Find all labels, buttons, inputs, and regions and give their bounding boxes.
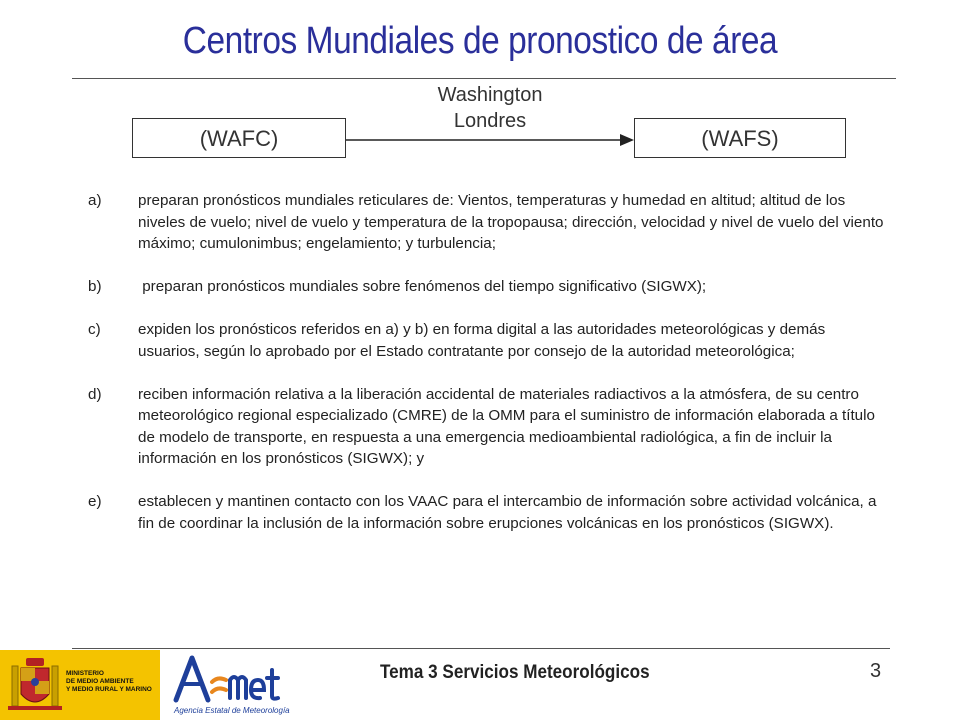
item-text: reciben información relativa a la liberación accidental de materiales radiactivos a la atmósfera, de su centro meteorológico regional especializado (CMRE) de la OMM para el suministro de información elaborada a título de modelo de transporte, en respuesta a una emergencia medioambiental radiológica, a fin de incluir la información en los pronósticos (SIGWX); y xyxy=(138,385,875,467)
wafc-box: (WAFC) xyxy=(132,118,346,158)
list-item-b xyxy=(88,276,888,298)
item-marker: a) xyxy=(88,192,102,209)
aemet-logo-mark xyxy=(172,652,282,706)
page-number: 3 xyxy=(870,660,882,682)
item-marker: b) xyxy=(88,278,102,295)
list-item-c xyxy=(88,319,888,362)
aemet-subtitle: Agencia Estatal de Meteorología xyxy=(174,706,290,715)
connector-arrow xyxy=(346,128,636,152)
item-marker: d) xyxy=(88,385,102,403)
bottom-divider xyxy=(72,648,890,649)
item-marker: c) xyxy=(88,321,101,338)
item-text: establecen y mantinen contacto con los VAAC para el intercambio de información sobre actividad volcánica, a fin de coordinar la inclusión de la información sobre erupciones volcánicas en los pronósticos (SIGWX). xyxy=(138,493,877,532)
slide-title: Centros Mundiales de pronostico de área xyxy=(182,20,778,62)
ministry-logo xyxy=(0,650,160,720)
list-item-d xyxy=(88,384,888,470)
aemet-logo xyxy=(168,652,358,718)
center-labels xyxy=(360,82,620,134)
wafs-box: (WAFS) xyxy=(634,118,846,158)
functions-list xyxy=(88,190,888,556)
list-item-e xyxy=(88,491,888,534)
list-item-a xyxy=(88,190,888,255)
arrow-head xyxy=(620,134,634,146)
top-divider xyxy=(72,78,896,79)
coat-of-arms-icon xyxy=(8,656,62,714)
footer-title: Tema 3 Servicios Meteorológicos xyxy=(380,662,650,683)
item-marker: e) xyxy=(88,493,102,510)
ministry-name: MINISTERIO DE MEDIO AMBIENTE Y MEDIO RURAL Y MARINO xyxy=(66,670,152,693)
londres-label: Londres xyxy=(453,110,527,132)
item-text: preparan pronósticos mundiales reticulares de: Vientos, temperaturas y humedad en altitud; altitud de los niveles de vuelo; nivel de vuelo y temperatura de la tropopausa; dirección, velocidad y nivel de vuelo del viento máximo; cumulonimbus; engelamiento; y turbulencia; xyxy=(138,192,884,252)
item-text: preparan pronósticos mundiales sobre fenómenos del tiempo significativo (SIGWX); xyxy=(138,278,707,295)
washington-label: Washington xyxy=(437,84,543,106)
item-text: expiden los pronósticos referidos en a) y b) en forma digital a las autoridades meteorológicas y demás usuarios, según lo aprobado por el Estado contratante por consejo de la autoridad meteorológica; xyxy=(138,321,826,360)
